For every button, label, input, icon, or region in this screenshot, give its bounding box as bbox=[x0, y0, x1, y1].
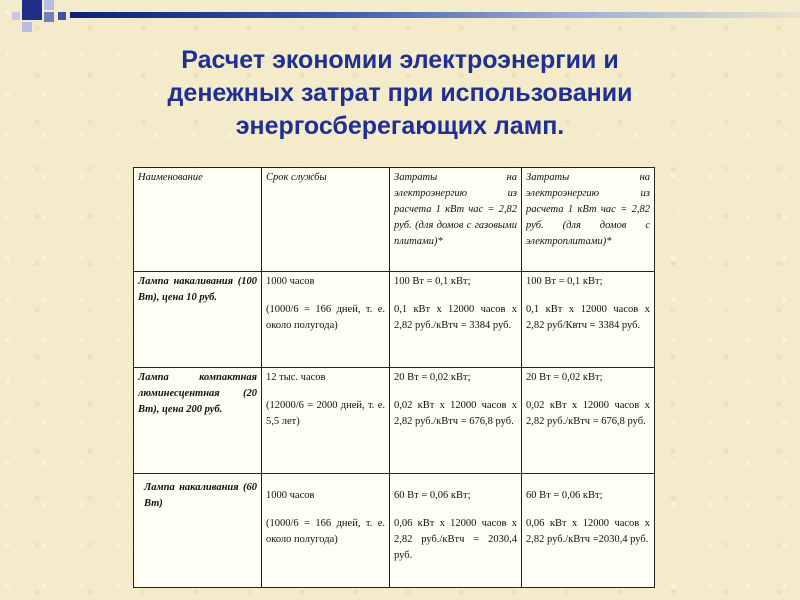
power-value: 100 Вт = 0,1 кВт; bbox=[394, 276, 471, 287]
decor-square bbox=[12, 12, 20, 20]
lifetime-cell bbox=[262, 474, 390, 588]
power-value: 20 Вт = 0,02 кВт; bbox=[394, 372, 471, 383]
gas-cost-cell bbox=[390, 272, 522, 368]
cost-calculation: 0,1 кВт х 12000 часов х 2,82 руб./кВтч = 3384 руб. bbox=[394, 304, 517, 331]
decor-square bbox=[44, 0, 54, 10]
lamp-name bbox=[134, 474, 262, 588]
lifetime-main: 12 тыс. часов bbox=[266, 372, 326, 383]
slide-title bbox=[100, 44, 700, 143]
electric-cost-cell bbox=[522, 368, 655, 474]
lifetime-note: (12000/6 = 2000 дней, т. е. 5,5 лет) bbox=[266, 400, 385, 427]
lamp-comparison-table-wrapper bbox=[133, 167, 654, 587]
title-line: Расчет экономии электроэнергии и bbox=[181, 46, 619, 74]
table-row bbox=[134, 272, 655, 368]
cost-calculation: 0,02 кВт х 12000 часов х 2,82 руб./кВтч = 676,8 руб. bbox=[526, 400, 650, 427]
gas-cost-cell bbox=[390, 368, 522, 474]
lifetime-note: (1000/6 = 166 дней, т. е. около полугода) bbox=[266, 518, 385, 545]
decor-square bbox=[44, 12, 54, 22]
power-value: 60 Вт = 0,06 кВт; bbox=[526, 490, 603, 501]
title-line: денежных затрат при использовании bbox=[167, 79, 633, 107]
title-line: энергосберегающих ламп. bbox=[235, 112, 565, 140]
power-value: 60 Вт = 0,06 кВт; bbox=[394, 490, 471, 501]
lamp-name: Лампа компактная люминесцентная (20 Вт), цена 200 руб. bbox=[134, 368, 262, 474]
header-cost-electric: Затраты на электроэнергию из расчета 1 кВт час = 2,82 руб. (для домов с электроплитами)* bbox=[522, 168, 655, 272]
cost-calculation: 0,06 кВт х 12000 часов х 2,82 руб./кВтч = 2030,4 руб. bbox=[394, 518, 517, 561]
header-name: Наименование bbox=[134, 168, 262, 272]
electric-cost-cell bbox=[522, 272, 655, 368]
cost-calculation: 0,02 кВт х 12000 часов х 2,82 руб./кВтч = 676,8 руб. bbox=[394, 400, 517, 427]
table-header-row bbox=[134, 168, 655, 272]
decor-square bbox=[22, 22, 32, 32]
header-cost-gas: Затраты на электроэнергию из расчета 1 кВт час = 2,82 руб. (для домов с газовыми плитами)* bbox=[390, 168, 522, 272]
lamp-comparison-table bbox=[133, 167, 655, 588]
decor-gradient-stripe bbox=[70, 12, 800, 18]
power-value: 20 Вт = 0,02 кВт; bbox=[526, 372, 603, 383]
table-row bbox=[134, 368, 655, 474]
decorative-header-bar bbox=[0, 0, 800, 30]
electric-cost-cell bbox=[522, 474, 655, 588]
lifetime-note: (1000/6 = 166 дней, т. е. около полугода) bbox=[266, 304, 385, 331]
cost-calculation: 0,06 кВт х 12000 часов х 2,82 руб./кВтч =2030,4 руб. bbox=[526, 518, 650, 545]
lifetime-main: 1000 часов bbox=[266, 276, 315, 287]
lifetime-cell bbox=[262, 368, 390, 474]
lifetime-cell bbox=[262, 272, 390, 368]
lifetime-main: 1000 часов bbox=[266, 490, 315, 501]
table-row bbox=[134, 474, 655, 588]
cost-calculation: 0,1 кВт х 12000 часов х 2,82 руб/Квтч = 3384 руб. bbox=[526, 304, 650, 331]
lamp-name: Лампа накаливания (100 Вт), цена 10 руб. bbox=[134, 272, 262, 368]
decor-square bbox=[22, 0, 42, 20]
lamp-name-text: Лампа накаливания (60 Вт) bbox=[144, 482, 257, 509]
power-value: 100 Вт = 0,1 кВт; bbox=[526, 276, 603, 287]
decor-square bbox=[58, 12, 66, 20]
gas-cost-cell bbox=[390, 474, 522, 588]
header-lifetime: Срок службы bbox=[262, 168, 390, 272]
